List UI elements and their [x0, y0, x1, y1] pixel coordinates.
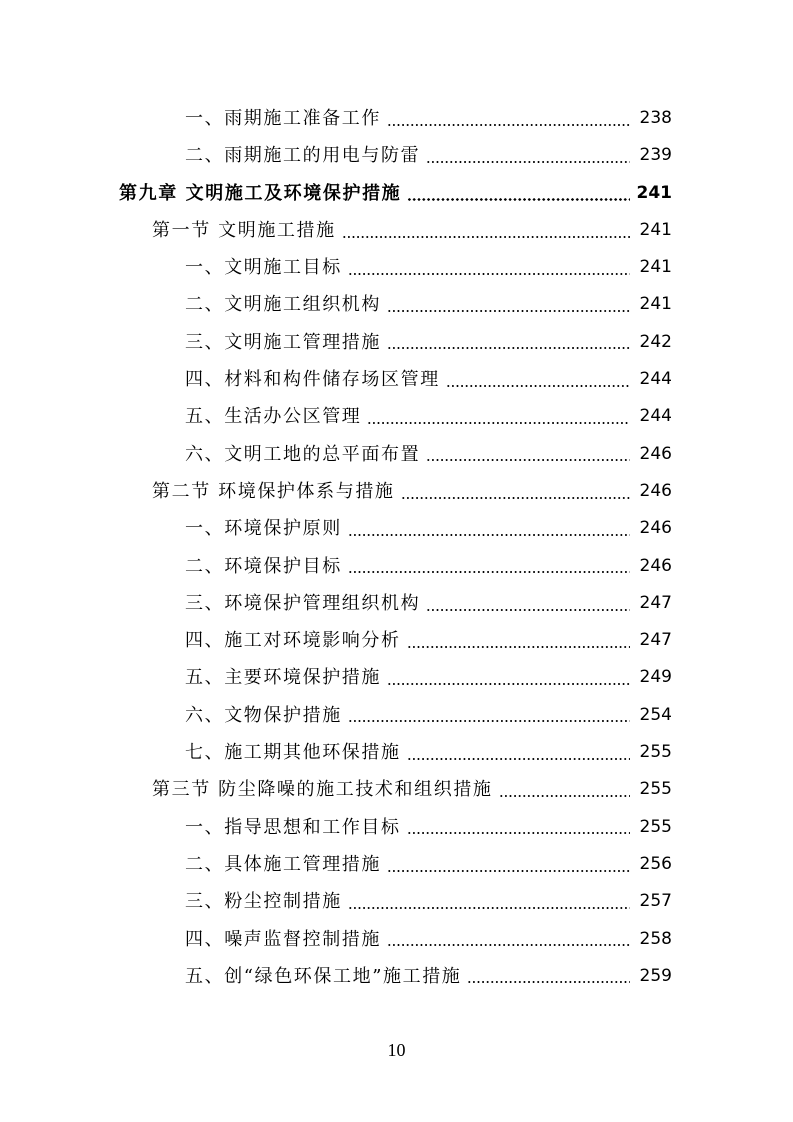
- dot-leader: [348, 720, 630, 722]
- toc-entry-title: 六、文物保护措施: [185, 704, 342, 726]
- toc-section-entry[interactable]: [0, 212, 793, 249]
- toc-item-entry[interactable]: [0, 324, 793, 361]
- toc-entry-page: 259: [639, 965, 672, 986]
- toc-item-entry[interactable]: [0, 734, 793, 771]
- toc-entry-title: 四、施工对环境影响分析: [185, 630, 401, 652]
- toc-section-entry[interactable]: [0, 473, 793, 510]
- toc-item-entry[interactable]: [0, 286, 793, 323]
- dot-leader: [407, 646, 630, 648]
- toc-entry-title: 三、环境保护管理组织机构: [185, 592, 421, 614]
- toc-item-entry[interactable]: [0, 659, 793, 696]
- toc-entry-page: 246: [639, 480, 672, 501]
- toc-item-entry[interactable]: [0, 361, 793, 398]
- toc-entry-page: 256: [639, 853, 672, 874]
- toc-entry-title: 第二节 环境保护体系与措施: [152, 480, 395, 502]
- toc-entry-title: 一、文明施工目标: [185, 257, 342, 279]
- dot-leader: [407, 758, 630, 760]
- toc-entry-title: 五、主要环境保护措施: [185, 667, 381, 689]
- dot-leader: [367, 422, 630, 424]
- toc-item-entry[interactable]: [0, 137, 793, 174]
- toc-entry-page: 255: [639, 816, 672, 837]
- dot-leader: [426, 609, 630, 611]
- toc-entry-title: 二、雨期施工的用电与防雷: [185, 145, 421, 167]
- dot-leader: [499, 795, 630, 797]
- toc-entry-title: 第三节 防尘降噪的施工技术和组织措施: [152, 779, 493, 801]
- toc-item-entry[interactable]: [0, 697, 793, 734]
- toc-item-entry[interactable]: [0, 398, 793, 435]
- dot-leader: [426, 459, 630, 461]
- toc-entry-page: 257: [639, 891, 672, 912]
- dot-leader: [348, 907, 630, 909]
- toc-entry-page: 255: [639, 742, 672, 763]
- toc-item-entry[interactable]: [0, 622, 793, 659]
- toc-entry-title: 四、噪声监督控制措施: [185, 928, 381, 950]
- dot-leader: [446, 385, 630, 387]
- dot-leader: [467, 981, 630, 983]
- dot-leader: [387, 944, 630, 946]
- toc-item-entry[interactable]: [0, 921, 793, 958]
- dot-leader: [387, 310, 630, 312]
- toc-entry-title: 第一节 文明施工措施: [152, 219, 336, 241]
- toc-item-entry[interactable]: [0, 510, 793, 547]
- dot-leader: [387, 870, 630, 872]
- dot-leader: [348, 571, 630, 573]
- toc-entry-page: 247: [639, 630, 672, 651]
- toc-item-entry[interactable]: [0, 846, 793, 883]
- dot-leader: [342, 236, 630, 238]
- dot-leader: [387, 347, 630, 349]
- toc-entry-page: 244: [639, 369, 672, 390]
- toc-entry-page: 246: [639, 555, 672, 576]
- toc-entry-title: 第九章 文明施工及环境保护措施: [119, 182, 402, 204]
- toc-entry-title: 一、指导思想和工作目标: [185, 816, 401, 838]
- toc-entry-title: 六、文明工地的总平面布置: [185, 443, 421, 465]
- toc-entry-title: 二、环境保护目标: [185, 555, 342, 577]
- toc-entry-title: 五、创“绿色环保工地”施工措施: [185, 965, 462, 987]
- dot-leader: [387, 124, 630, 126]
- toc-entry-page: 239: [639, 145, 672, 166]
- toc-entry-title: 一、雨期施工准备工作: [185, 108, 381, 129]
- toc-item-entry[interactable]: [0, 548, 793, 585]
- toc-entry-page: 258: [639, 928, 672, 949]
- toc-item-entry[interactable]: [0, 958, 793, 995]
- dot-leader: [407, 832, 630, 834]
- dot-leader: [407, 198, 630, 201]
- toc-entry-title: 三、粉尘控制措施: [185, 891, 342, 913]
- toc-item-entry[interactable]: [0, 249, 793, 286]
- toc-entry-page: 241: [639, 219, 672, 240]
- dot-leader: [348, 534, 630, 536]
- toc-item-entry[interactable]: [0, 585, 793, 622]
- toc-entry-page: 246: [639, 518, 672, 539]
- toc-entry-page: 254: [639, 704, 672, 725]
- dot-leader: [426, 161, 630, 163]
- toc-entry-page: 242: [639, 331, 672, 352]
- dot-leader: [401, 497, 630, 499]
- toc-entry-title: 一、环境保护原则: [185, 518, 342, 540]
- dot-leader: [387, 683, 630, 685]
- toc-entry-page: 249: [639, 667, 672, 688]
- toc-entry-page: 238: [639, 108, 672, 128]
- toc-entry-page: 241: [639, 294, 672, 315]
- toc-item-entry[interactable]: [0, 100, 793, 137]
- toc-item-entry[interactable]: [0, 809, 793, 846]
- toc-entry-title: 七、施工期其他环保措施: [185, 742, 401, 764]
- toc-entry-title: 二、具体施工管理措施: [185, 853, 381, 875]
- toc-entry-title: 四、材料和构件储存场区管理: [185, 369, 440, 391]
- table-of-contents: [0, 100, 793, 995]
- dot-leader: [348, 273, 630, 275]
- toc-entry-page: 244: [639, 406, 672, 427]
- toc-entry-page: 255: [639, 779, 672, 800]
- toc-entry-page: 247: [639, 592, 672, 613]
- toc-chapter-entry[interactable]: [0, 175, 793, 212]
- toc-item-entry[interactable]: [0, 436, 793, 473]
- toc-entry-title: 二、文明施工组织机构: [185, 294, 381, 316]
- toc-entry-title: 三、文明施工管理措施: [185, 331, 381, 353]
- toc-entry-page: 246: [639, 443, 672, 464]
- toc-entry-title: 五、生活办公区管理: [185, 406, 362, 428]
- page-number: 10: [387, 1040, 406, 1060]
- toc-entry-page: 241: [636, 182, 672, 203]
- toc-entry-page: 241: [639, 257, 672, 278]
- toc-section-entry[interactable]: [0, 771, 793, 808]
- toc-item-entry[interactable]: [0, 883, 793, 920]
